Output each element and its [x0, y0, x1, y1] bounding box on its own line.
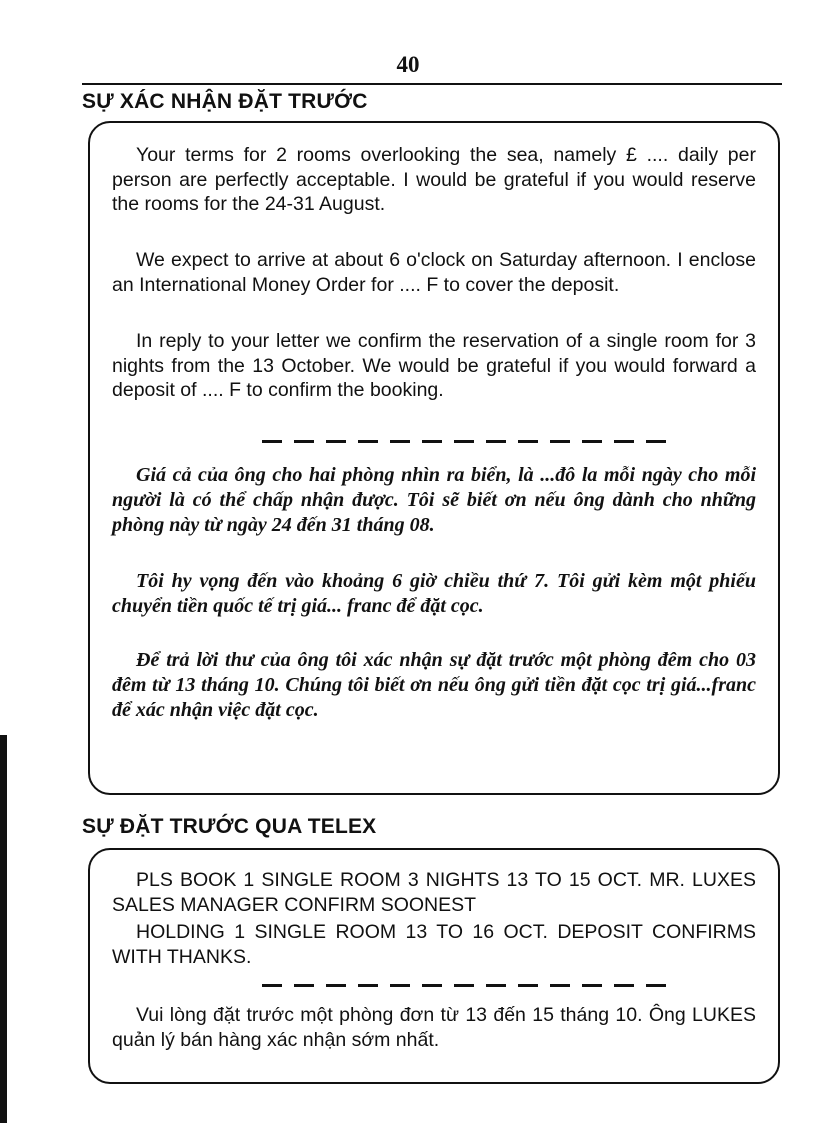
vietnamese-paragraph: Tôi hy vọng đến vào khoảng 6 giờ chiều thứ 7. Tôi gửi kèm một phiếu chuyển tiền quốc tế trị giá... franc để đặt cọc.	[112, 570, 756, 617]
confirmation-box	[88, 121, 780, 795]
telex-english-paragraph: HOLDING 1 SINGLE ROOM 13 TO 16 OCT. DEPOSIT CONFIRMS WITH THANKS.	[112, 921, 756, 968]
vietnamese-paragraph: Để trả lời thư của ông tôi xác nhận sự đặt trước một phòng đêm cho 03 đêm từ 13 tháng 10. Chúng tôi biết ơn nếu ông gửi tiền đặt cọc trị giá...franc để xác nhận việc đặt cọc.	[112, 649, 756, 721]
telex-box	[88, 848, 780, 1084]
telex-content	[112, 868, 756, 1082]
telex-vietnamese-paragraph: Vui lòng đặt trước một phòng đơn từ 13 đến 15 tháng 10. Ông LUKES quản lý bán hàng xác nhận sớm nhất.	[112, 1004, 756, 1051]
header-rule	[82, 83, 782, 85]
english-paragraph: In reply to your letter we confirm the reservation of a single room for 3 nights from the 13 October. We would be grateful if you would forward a deposit of .... F to confirm the booking.	[112, 330, 756, 401]
dashed-separator	[262, 440, 666, 443]
confirmation-content	[112, 143, 756, 793]
section-title-telex: SỰ ĐẶT TRƯỚC QUA TELEX	[82, 815, 377, 838]
vietnamese-paragraph: Giá cả của ông cho hai phòng nhìn ra biển, là ...đô la mỗi ngày cho mỗi người là có thể chấp nhận được. Tôi sẽ biết ơn nếu ông dành cho những phòng này từ ngày 24 đến 31 tháng 08.	[112, 464, 756, 536]
section-title-confirmation: SỰ XÁC NHẬN ĐẶT TRƯỚC	[82, 90, 368, 113]
page-edge-shadow	[0, 735, 7, 1123]
english-paragraph: Your terms for 2 rooms overlooking the sea, namely £ .... daily per person are perfectly acceptable. I would be grateful if you would reserve the rooms for the 24-31 August.	[112, 144, 756, 215]
page-number: 40	[396, 52, 420, 77]
telex-english-paragraph: PLS BOOK 1 SINGLE ROOM 3 NIGHTS 13 TO 15 OCT. MR. LUXES SALES MANAGER CONFIRM SOONEST	[112, 869, 756, 916]
dashed-separator	[262, 984, 666, 987]
english-paragraph: We expect to arrive at about 6 o'clock on Saturday afternoon. I enclose an International Money Order for .... F to cover the deposit.	[112, 249, 756, 296]
